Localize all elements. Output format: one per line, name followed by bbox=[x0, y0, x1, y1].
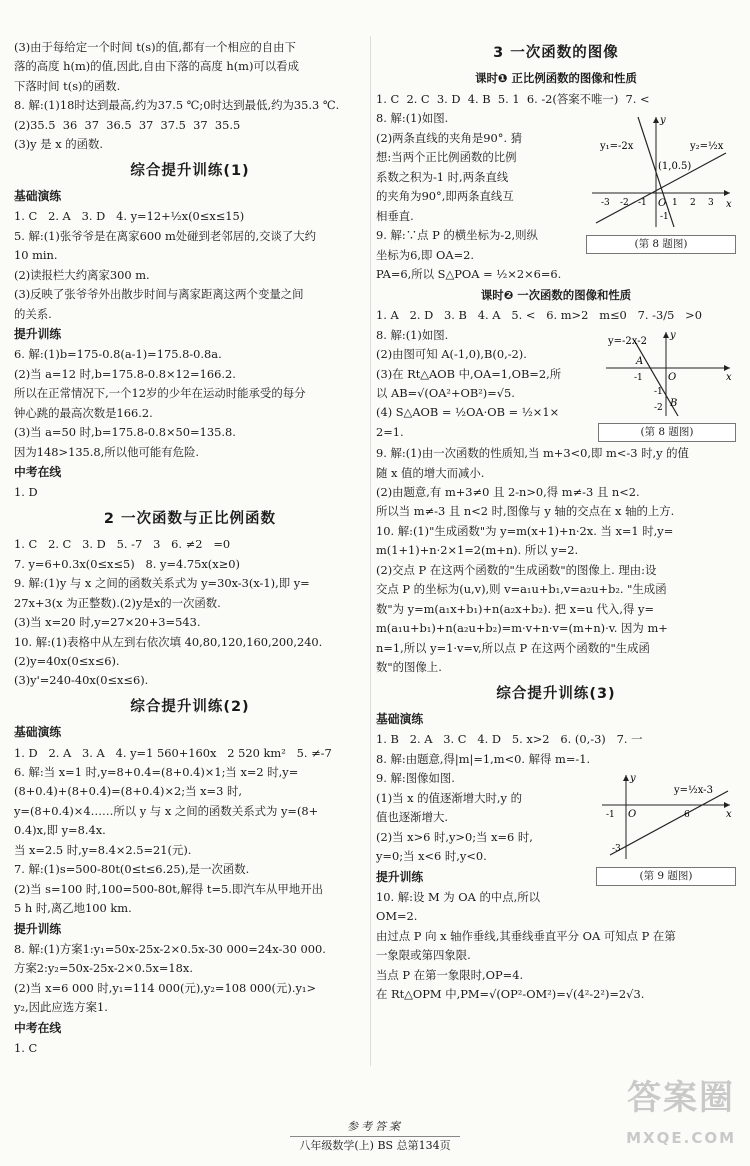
text-line: (3)在 Rt△AOB 中,OA=1,OB=2,所 bbox=[376, 366, 562, 381]
svg-text:x: x bbox=[726, 809, 732, 821]
svg-text:-1: -1 bbox=[654, 386, 663, 397]
svg-text:y: y bbox=[630, 773, 636, 785]
text-line: (3)y'=240-40x(0≤x≤6). bbox=[14, 673, 149, 688]
text-line: 1. D 2. A 3. A 4. y=1 560+160x 2 520 km² 5. ≠-7 bbox=[14, 745, 332, 760]
figure-9 bbox=[596, 771, 736, 885]
label-eq: y=½x-3 bbox=[674, 785, 713, 797]
text-line: 当点 P 在第一象限时,OP=4. bbox=[376, 967, 524, 982]
label-eq: y=-2x-2 bbox=[608, 335, 647, 347]
text-line: 的关系. bbox=[14, 306, 52, 321]
text-line: 交点 P 的坐标为(u,v),则 v=a₁u+b₁,v=a₂u+b₂. "生成函 bbox=[376, 582, 667, 597]
section-heading: 3 一次函数的图像 bbox=[493, 45, 619, 61]
text-line: y=(8+0.4)×4……所以 y 与 x 之间的函数关系式为 y=(8+ bbox=[14, 803, 319, 818]
lesson-heading: 课时❶ 正比例函数的图像和性质 bbox=[475, 71, 637, 86]
section-heading: 综合提升训练(1) bbox=[130, 162, 250, 179]
figure-8a bbox=[586, 111, 736, 253]
watermark-logo bbox=[626, 1071, 736, 1150]
figure-caption: (第 8 题图) bbox=[598, 423, 736, 442]
text-line: 9. 解:(1)y 与 x 之间的函数关系式为 y=30x-3(x-1),即 y= bbox=[14, 576, 310, 591]
text-line: (2)35.5 36 37 36.5 37 37.5 37 35.5 bbox=[14, 117, 241, 132]
text-line: 8. 解:由题意,得|m|=1,m<0. 解得 m=-1. bbox=[376, 751, 591, 766]
text-line: 9. 解:(1)由一次函数的性质知,当 m+3<0,即 m<-3 时,y 的值 bbox=[376, 446, 689, 461]
svg-text:-1: -1 bbox=[634, 372, 643, 383]
text-line: 随 x 值的增大而减小. bbox=[376, 465, 485, 480]
text-line: 1. C 2. A 3. D 4. y=12+½x(0≤x≤15) bbox=[14, 209, 245, 224]
text-line: 10. 解:(1)表格中从左到右依次填 40,80,120,160,200,240. bbox=[14, 634, 323, 649]
figure-caption: (第 8 题图) bbox=[586, 235, 736, 254]
text-line: 坐标为6,即 OA=2. bbox=[376, 247, 475, 262]
svg-text:O: O bbox=[668, 371, 677, 383]
svg-text:-1: -1 bbox=[638, 198, 647, 209]
text-line: (4) S△AOB = ½OA·OB = ½×1× bbox=[376, 405, 560, 420]
text-line: 的夹角为90°,即两条直线互 bbox=[376, 189, 514, 204]
text-line: y=0;当 x<6 时,y<0. bbox=[376, 849, 487, 864]
text-line: 8. 解:(1)方案1:y₁=50x-25x-2×0.5x-30 000=24x-30 000. bbox=[14, 941, 326, 956]
watermark-text: 答案圈 bbox=[627, 1077, 736, 1118]
svg-text:1: 1 bbox=[672, 198, 678, 209]
svg-text:-1: -1 bbox=[606, 810, 615, 821]
subheading: 基础演练 bbox=[14, 189, 62, 204]
text-line: 1. C 2. C 3. D 5. -7 3 6. ≠2 =0 bbox=[14, 537, 231, 552]
left-column bbox=[14, 38, 366, 1058]
footer-info: 八年级数学(上) BS 总第134页 bbox=[299, 1138, 451, 1152]
text-line: 因为148>135.8,所以他可能有危险. bbox=[14, 444, 200, 459]
section-heading: 2 一次函数与正比例函数 bbox=[103, 510, 277, 527]
text-line: 2=1. bbox=[376, 424, 404, 439]
text-line: 1. C 2. C 3. D 4. B 5. 1 6. -2(答案不唯一) 7. < bbox=[376, 91, 650, 106]
text-line: 10. 解:设 M 为 OA 的中点,所以 bbox=[376, 889, 541, 904]
text-line: (2)两条直线的夹角是90°. 猜 bbox=[376, 130, 523, 145]
watermark-url: MXQE.COM bbox=[626, 1128, 736, 1147]
graph-8a bbox=[586, 111, 736, 231]
text-line: 1. C bbox=[14, 1040, 38, 1055]
text-line: 6. 解:当 x=1 时,y=8+0.4=(8+0.4)×1;当 x=2 时,y= bbox=[14, 765, 299, 780]
text-line: 8. 解:(1)如图. bbox=[376, 327, 449, 342]
text-line: 在 Rt△OPM 中,PM=√(OP²-OM²)=√(4²-2²)=2√3. bbox=[376, 987, 645, 1001]
figure-caption: (第 9 题图) bbox=[596, 867, 736, 886]
svg-text:x: x bbox=[726, 199, 732, 211]
text-line: 数"为 y=m(a₁x+b₁)+n(a₂x+b₂). 把 x=u 代入,得 y= bbox=[376, 601, 655, 616]
svg-text:-3: -3 bbox=[612, 844, 621, 855]
label-point: (1,0.5) bbox=[658, 161, 692, 173]
text-line: 27x+3(x 为正整数).(2)y是x的一次函数. bbox=[14, 595, 221, 610]
text-line: 1. A 2. D 3. B 4. A 5. < 6. m>2 m≤0 7. -3/5 >0 bbox=[376, 308, 702, 323]
text-line: 0.4)x,即 y=8.4x. bbox=[14, 823, 106, 838]
text-line: 8. 解:(1)如图. bbox=[376, 111, 449, 126]
svg-text:x: x bbox=[726, 371, 732, 383]
text-line: (2)y=40x(0≤x≤6). bbox=[14, 654, 120, 669]
text-line: 8. 解:(1)18时达到最高,约为37.5 ℃;0时达到最低,约为35.3 ℃. bbox=[14, 98, 340, 113]
svg-text:O: O bbox=[658, 198, 667, 210]
section-heading: 综合提升训练(2) bbox=[130, 698, 250, 715]
graph-8b bbox=[598, 328, 736, 420]
graph-9 bbox=[596, 771, 736, 863]
lesson-heading: 课时❷ 一次函数的图像和性质 bbox=[480, 287, 632, 302]
text-line: (2)当 x=6 000 时,y₁=114 000(元),y₂=108 000(元).y₁> bbox=[14, 980, 316, 995]
text-line: (3)由于每给定一个时间 t(s)的值,都有一个相应的自由下 bbox=[14, 40, 296, 54]
svg-text:A: A bbox=[636, 355, 644, 367]
text-line: (2)当 x>6 时,y>0;当 x=6 时, bbox=[376, 829, 533, 844]
svg-text:O: O bbox=[628, 809, 637, 821]
svg-text:y: y bbox=[670, 329, 676, 341]
text-line: (3)反映了张爷爷外出散步时间与离家距离这两个变量之间 bbox=[14, 287, 304, 302]
text-line: 由过点 P 向 x 轴作垂线,其垂线垂直平分 OA 可知点 P 在第 bbox=[376, 928, 676, 943]
figure-8b bbox=[598, 328, 736, 442]
section-heading: 综合提升训练(3) bbox=[496, 685, 616, 702]
text-line: (2)读报栏大约离家300 m. bbox=[14, 267, 150, 282]
text-line: 想:当两个正比例函数的比例 bbox=[376, 150, 517, 165]
svg-text:y: y bbox=[660, 115, 666, 127]
text-line: (3)当 a=50 时,b=175.8-0.8×50=135.8. bbox=[14, 425, 236, 440]
footer-brand: 参考答案 bbox=[290, 1118, 460, 1137]
text-line: 10. 解:(1)"生成函数"为 y=m(x+1)+n·2x. 当 x=1 时,y= bbox=[376, 523, 674, 538]
text-line: 7. 解:(1)s=500-80t(0≤t≤6.25),是一次函数. bbox=[14, 862, 250, 877]
subheading: 基础演练 bbox=[14, 725, 62, 740]
svg-text:-2: -2 bbox=[654, 402, 663, 413]
text-line: (8+0.4)+(8+0.4)=(8+0.4)×2;当 x=3 时, bbox=[14, 784, 242, 799]
text-line: 一象限或第四象限. bbox=[376, 948, 471, 963]
text-line: (2)当 a=12 时,b=175.8-0.8×12=166.2. bbox=[14, 366, 236, 381]
text-line: (2)由图可知 A(-1,0),B(0,-2). bbox=[376, 347, 527, 362]
text-line: 以 AB=√(OA²+OB²)=√5. bbox=[376, 385, 515, 400]
right-column bbox=[376, 38, 736, 1004]
line-graph bbox=[610, 791, 728, 855]
svg-text:-2: -2 bbox=[620, 198, 629, 209]
label-y2: y₂=½x bbox=[690, 141, 724, 153]
text-line: 落的高度 h(m)的值,因此,自由下落的高度 h(m)可以看成 bbox=[14, 59, 299, 74]
label-y1: y₁=-2x bbox=[600, 141, 634, 153]
svg-text:-3: -3 bbox=[601, 198, 610, 209]
text-line: y₂,因此应选方案1. bbox=[14, 1000, 108, 1015]
text-line: 数"的图像上. bbox=[376, 660, 442, 675]
text-line: (2)由题意,有 m+3≠0 且 2-n>0,得 m≠-3 且 n<2. bbox=[376, 484, 640, 499]
text-line: (2)当 s=100 时,100=500-80t,解得 t=5.即汽车从甲地开出 bbox=[14, 881, 323, 896]
text-line: 1. D bbox=[14, 485, 38, 500]
subheading: 基础演练 bbox=[376, 712, 424, 727]
text-line: 方案2:y₂=50x-25x-2×0.5x=18x. bbox=[14, 961, 193, 976]
text-line: (1)当 x 的值逐渐增大时,y 的 bbox=[376, 790, 522, 805]
svg-text:6: 6 bbox=[684, 810, 690, 821]
subheading: 提升训练 bbox=[14, 327, 62, 342]
text-line: 5. 解:(1)张爷爷是在离家600 m处碰到老邻居的,交谈了大约 bbox=[14, 228, 317, 243]
text-line: 9. 解:∵点 P 的横坐标为-2,则纵 bbox=[376, 228, 538, 243]
svg-text:B: B bbox=[670, 397, 678, 409]
text-line: 钟心跳的最高次数是166.2. bbox=[14, 405, 153, 420]
text-line: OM=2. bbox=[376, 909, 418, 924]
text-line: 6. 解:(1)b=175-0.8(a-1)=175.8-0.8a. bbox=[14, 347, 222, 362]
text-line: 下落时间 t(s)的函数. bbox=[14, 78, 121, 93]
text-line: 所以当 m≠-3 且 n<2 时,图像与 y 轴的交点在 x 轴的上方. bbox=[376, 504, 675, 519]
text-line: 当 x=2.5 时,y=8.4×2.5=21(元). bbox=[14, 842, 192, 857]
text-line: 值也逐渐增大. bbox=[376, 810, 448, 825]
subheading: 提升训练 bbox=[14, 921, 62, 936]
subheading: 中考在线 bbox=[14, 465, 62, 480]
text-line: 10 min. bbox=[14, 248, 58, 263]
text-line: 9. 解:图像如图. bbox=[376, 771, 455, 786]
svg-text:-1: -1 bbox=[660, 212, 669, 223]
subheading: 中考在线 bbox=[14, 1020, 62, 1035]
text-line: (2)交点 P 在这两个函数的"生成函数"的图像上. 理由:设 bbox=[376, 562, 657, 577]
svg-text:3: 3 bbox=[708, 198, 714, 209]
text-line: PA=6,所以 S△POA = ½×2×6=6. bbox=[376, 267, 562, 282]
subheading: 提升训练 bbox=[376, 869, 424, 884]
text-line: n=1,所以 y=1·v=v,所以点 P 在这两个函数的"生成函 bbox=[376, 640, 650, 655]
text-line: 1. B 2. A 3. C 4. D 5. x>2 6. (0,-3) 7. 一 bbox=[376, 732, 643, 747]
text-line: 所以在正常情况下,一个12岁的少年在运动时能承受的每分 bbox=[14, 386, 306, 401]
svg-text:2: 2 bbox=[690, 198, 696, 209]
text-line: m(a₁u+b₁)+n(a₂u+b₂)=m·v+n·v=(m+n)·v. 因为 m+ bbox=[376, 621, 668, 636]
text-line: (3)当 x=20 时,y=27×20+3=543. bbox=[14, 615, 201, 630]
text-line: (3)y 是 x 的函数. bbox=[14, 137, 104, 152]
text-line: 5 h 时,离乙地100 km. bbox=[14, 901, 132, 916]
text-line: m(1+1)+n·2×1=2(m+n). 所以 y=2. bbox=[376, 543, 579, 558]
column-divider bbox=[370, 36, 371, 1066]
text-line: 7. y=6+0.3x(0≤x≤5) 8. y=4.75x(x≥0) bbox=[14, 556, 240, 571]
text-line: 相垂直. bbox=[376, 208, 414, 223]
text-line: 系数之积为-1 时,两条直线 bbox=[376, 169, 509, 184]
